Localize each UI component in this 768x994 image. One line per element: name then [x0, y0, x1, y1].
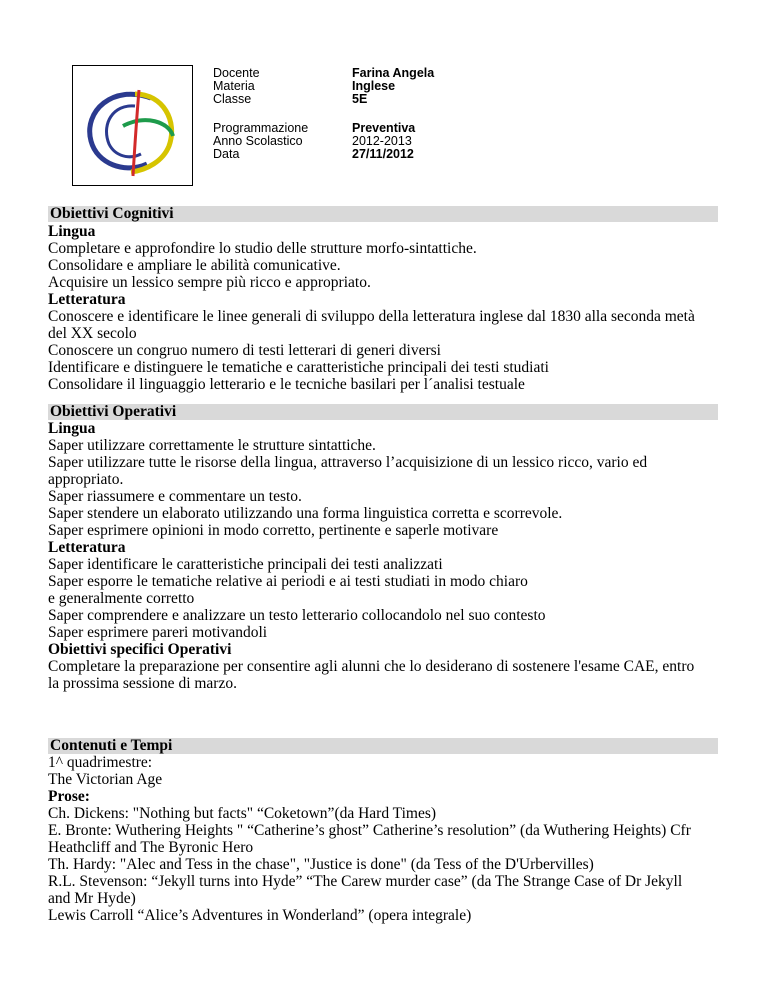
text-line: Completare la preparazione per consentire agli alunni che lo desiderano di sostenere l'esame CAE, entro — [48, 658, 695, 675]
value-materia: Inglese — [352, 79, 396, 93]
section-heading-obiettivi-operativi — [48, 404, 718, 420]
value-anno-scolastico: 2012-2013 — [352, 134, 412, 148]
text-line: Ch. Dickens: "Nothing but facts" “Coketown”(da Hard Times) — [48, 805, 437, 822]
text-line: and Mr Hyde) — [48, 890, 136, 907]
text-line: Conoscere un congruo numero di testi letterari di generi diversi — [48, 342, 441, 359]
subheading-lingua: Lingua — [48, 420, 96, 437]
text-line: Saper identificare le caratteristiche principali dei testi analizzati — [48, 556, 443, 573]
logo-green-arc — [123, 120, 173, 136]
text-line: la prossima sessione di marzo. — [48, 675, 237, 692]
text-line: Th. Hardy: "Alec and Tess in the chase", "Justice is done" (da Tess of the D'Urbervilles) — [48, 856, 594, 873]
section-heading-contenuti-tempi — [48, 738, 718, 754]
text-line: Saper esporre le tematiche relative ai periodi e ai testi studiati in modo chiaro — [48, 573, 528, 590]
label-materia: Materia — [213, 79, 255, 93]
value-classe: 5E — [352, 92, 368, 106]
subheading-obiettivi-specifici: Obiettivi specifici Operativi — [48, 641, 232, 658]
logo-red-line — [133, 90, 139, 176]
text-line: Lewis Carroll “Alice’s Adventures in Wonderland” (opera integrale) — [48, 907, 472, 924]
text-line: Saper riassumere e commentare un testo. — [48, 488, 302, 505]
label-anno-scolastico: Anno Scolastico — [213, 134, 303, 148]
value-docente: Farina Angela — [352, 66, 435, 80]
text-line: Consolidare il linguaggio letterario e le tecniche basilari per l´analisi testuale — [48, 376, 525, 393]
section-title: Contenuti e Tempi — [50, 737, 173, 754]
text-line: Identificare e distinguere le tematiche e caratteristiche principali dei testi studiati — [48, 359, 549, 376]
text-line: Conoscere e identificare le linee generali di sviluppo della letteratura inglese dal 1830 alla seconda metà — [48, 308, 695, 325]
text-line: Saper comprendere e analizzare un testo letterario collocandolo nel suo contesto — [48, 607, 546, 624]
subheading-prose: Prose: — [48, 788, 90, 805]
subheading-letteratura: Letteratura — [48, 539, 126, 556]
school-logo — [72, 65, 193, 186]
label-data: Data — [213, 147, 240, 161]
text-line: Consolidare e ampliare le abilità comunicative. — [48, 257, 341, 274]
subheading-lingua: Lingua — [48, 223, 96, 240]
text-line: Saper esprimere pareri motivandoli — [48, 624, 268, 641]
text-line: The Victorian Age — [48, 771, 163, 788]
section-title: Obiettivi Cognitivi — [50, 205, 174, 222]
text-line: Saper utilizzare correttamente le strutture sintattiche. — [48, 437, 376, 454]
text-line: E. Bronte: Wuthering Heights " “Catherine’s ghost” Catherine’s resolution” (da Wuthering Heights) Cfr — [48, 822, 691, 839]
subheading-letteratura: Letteratura — [48, 291, 126, 308]
text-line: R.L. Stevenson: “Jekyll turns into Hyde” “The Carew murder case” (da The Strange Case of Dr Jekyll — [48, 873, 683, 890]
text-line: Saper stendere un elaborato utilizzando una forma linguistica corretta e scorrevole. — [48, 505, 563, 522]
text-line: Saper utilizzare tutte le risorse della lingua, attraverso l’acquisizione di un lessico ricco, vario ed — [48, 454, 648, 471]
label-docente: Docente — [213, 66, 260, 80]
logo-blue-arc — [90, 94, 151, 168]
value-programmazione: Preventiva — [352, 121, 416, 135]
text-line: del XX secolo — [48, 325, 137, 342]
text-line: Saper esprimere opinioni in modo corretto, pertinente e saperle motivare — [48, 522, 499, 539]
text-line: Heathcliff and The Byronic Hero — [48, 839, 254, 856]
text-line: appropriato. — [48, 471, 124, 488]
text-line: 1^ quadrimestre: — [48, 754, 153, 771]
text-line: Completare e approfondire lo studio delle strutture morfo-sintattiche. — [48, 240, 477, 257]
value-data: 27/11/2012 — [352, 147, 414, 161]
logo-rings-icon — [73, 66, 194, 187]
section-title: Obiettivi Operativi — [50, 403, 177, 420]
section-heading-obiettivi-cognitivi — [48, 206, 718, 222]
label-classe: Classe — [213, 92, 252, 106]
text-line: Acquisire un lessico sempre più ricco e appropriato. — [48, 274, 371, 291]
label-programmazione: Programmazione — [213, 121, 309, 135]
text-line: e generalmente corretto — [48, 590, 195, 607]
